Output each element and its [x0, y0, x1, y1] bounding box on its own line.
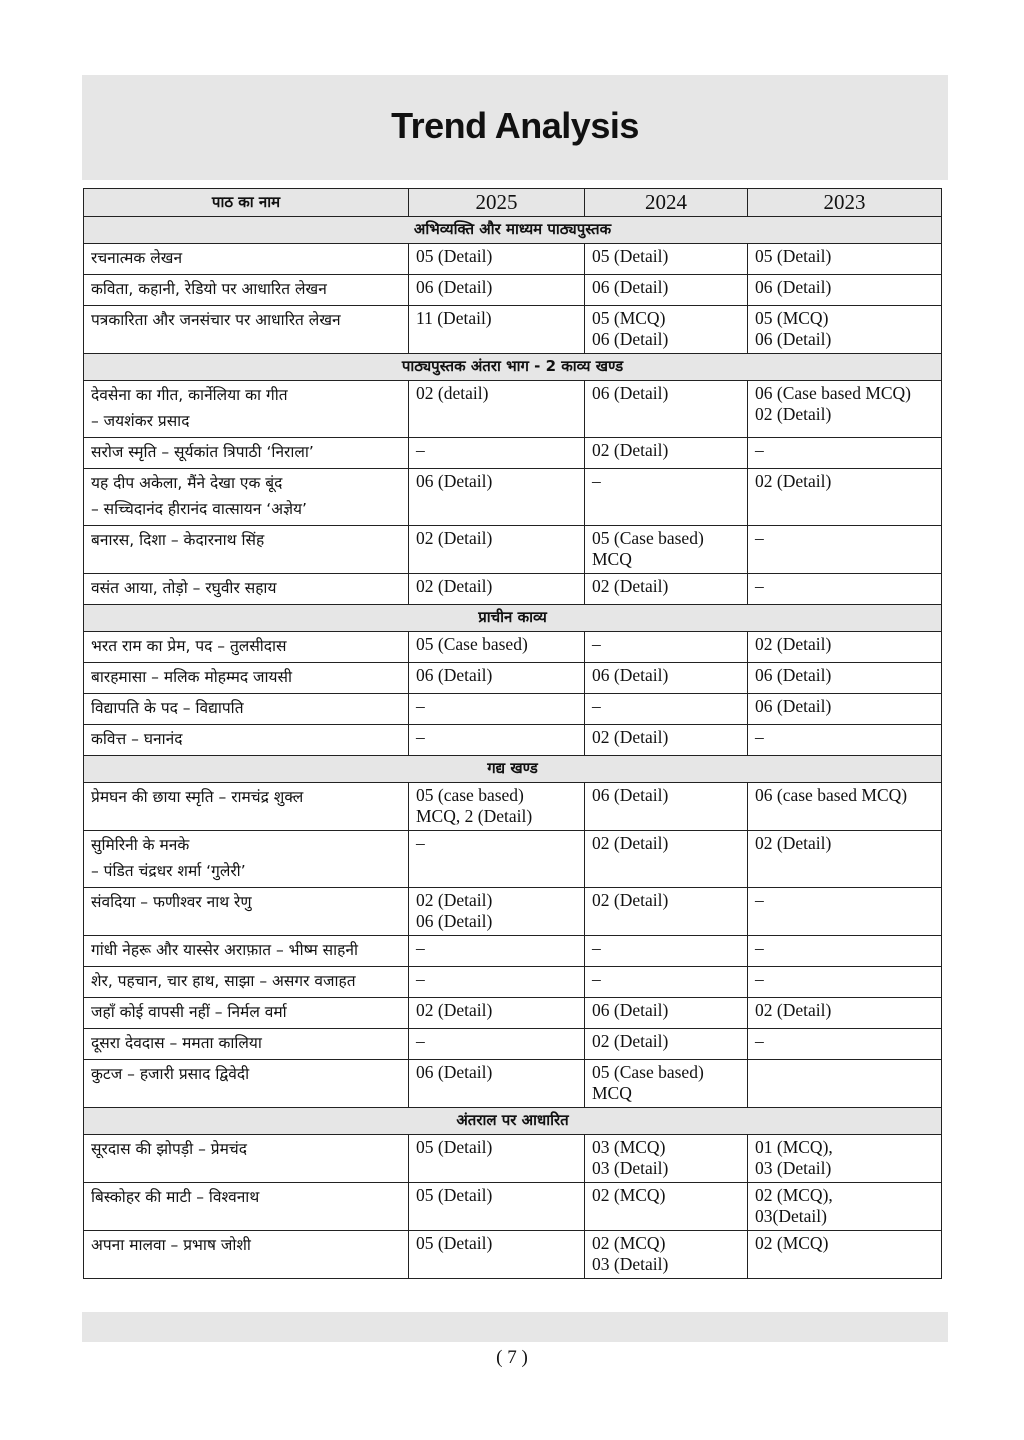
section-title: गद्य खण्ड — [84, 756, 942, 783]
cell-2023 — [748, 967, 942, 998]
question-info-line: 05 (Detail) — [416, 246, 493, 266]
question-info-line: 05 (MCQ) — [592, 308, 666, 328]
question-info-line: 02 (Detail) — [755, 634, 832, 654]
chapter-name-cell — [84, 469, 409, 526]
chapter-name-cell — [84, 1231, 409, 1279]
header-row — [84, 189, 942, 217]
cell-2023 — [748, 783, 942, 831]
cell-2023 — [748, 574, 942, 605]
question-info-line: – — [416, 696, 425, 716]
cell-2025 — [409, 526, 585, 574]
question-info-line: 02 (Detail) — [755, 471, 832, 491]
question-info-line: – — [755, 1031, 764, 1051]
chapter-name-line: पत्रकारिता और जनसंचार पर आधारित लेखन — [91, 311, 341, 329]
cell-2025 — [409, 244, 585, 275]
table-row — [84, 306, 942, 354]
section-title: पाठ्यपुस्तक अंतरा भाग - 2 काव्य खण्ड — [84, 354, 942, 381]
table-row — [84, 469, 942, 526]
cell-2023 — [748, 438, 942, 469]
cell-2025 — [409, 1135, 585, 1183]
chapter-name-cell — [84, 888, 409, 936]
cell-2024 — [585, 1231, 748, 1279]
bottom-band — [82, 1312, 948, 1342]
chapter-name-line: कुटज – हजारी प्रसाद द्विवेदी — [91, 1065, 250, 1083]
chapter-name-line: बारहमासा – मलिक मोहम्मद जायसी — [91, 668, 293, 686]
chapter-name-cell — [84, 306, 409, 354]
chapter-name-cell — [84, 1060, 409, 1108]
question-info-line: 06 (Detail) — [755, 277, 832, 297]
cell-2024 — [585, 381, 748, 438]
chapter-name-line: – सच्चिदानंद हीरानंद वात्सायन ‘अज्ञेय’ — [91, 500, 307, 518]
question-info-line: 03 (Detail) — [592, 1254, 669, 1274]
question-info-line: 02 (MCQ) — [592, 1185, 666, 1205]
table-row — [84, 888, 942, 936]
question-info-line: 06 (Detail) — [592, 665, 669, 685]
section-title: अंतराल पर आधारित — [84, 1108, 942, 1135]
table-row — [84, 694, 942, 725]
question-info-line: 05 (Case based) — [592, 1062, 704, 1082]
cell-2025 — [409, 1183, 585, 1231]
chapter-name-cell — [84, 1183, 409, 1231]
cell-2024 — [585, 244, 748, 275]
chapter-name-cell — [84, 831, 409, 888]
question-info-line: – — [592, 471, 601, 491]
cell-2024 — [585, 725, 748, 756]
table-row — [84, 998, 942, 1029]
section-row — [84, 354, 942, 381]
chapter-name-line: दूसरा देवदास – ममता कालिया — [91, 1034, 262, 1052]
question-info-line: 06 (Detail) — [755, 329, 832, 349]
table-row — [84, 1029, 942, 1060]
section-title: अभिव्यक्ति और माध्यम पाठ्यपुस्तक — [84, 217, 942, 244]
question-info-line: – — [755, 727, 764, 747]
chapter-name-line: कविता, कहानी, रेडियो पर आधारित लेखन — [91, 280, 327, 298]
cell-2023 — [748, 888, 942, 936]
question-info-line: – — [755, 969, 764, 989]
question-info-line: 05 (Detail) — [416, 1233, 493, 1253]
header-2024: 2024 — [585, 189, 748, 217]
question-info-line: – — [755, 576, 764, 596]
chapter-name-cell — [84, 725, 409, 756]
chapter-name-cell — [84, 526, 409, 574]
cell-2023 — [748, 1060, 942, 1108]
question-info-line: – — [755, 440, 764, 460]
question-info-line: 05 (Detail) — [416, 1185, 493, 1205]
question-info-line: – — [416, 1031, 425, 1051]
question-info-line: – — [592, 938, 601, 958]
question-info-line: 05 (case based) — [416, 785, 524, 805]
cell-2023 — [748, 1231, 942, 1279]
question-info-line: 02 (Detail) — [416, 576, 493, 596]
table-row — [84, 967, 942, 998]
table-row — [84, 381, 942, 438]
cell-2025 — [409, 1231, 585, 1279]
cell-2025 — [409, 783, 585, 831]
chapter-name-cell — [84, 438, 409, 469]
trend-table — [83, 188, 942, 1279]
question-info-line: 05 (Case based) — [416, 634, 528, 654]
question-info-line: – — [416, 440, 425, 460]
chapter-name-line: बनारस, दिशा – केदारनाथ सिंह — [91, 531, 265, 549]
chapter-name-line: विद्यापति के पद – विद्यापति — [91, 699, 244, 717]
cell-2025 — [409, 1029, 585, 1060]
cell-2024 — [585, 1029, 748, 1060]
question-info-line: 06 (Detail) — [592, 785, 669, 805]
cell-2025 — [409, 469, 585, 526]
chapter-name-line: शेर, पहचान, चार हाथ, साझा – असगर वजाहत — [91, 972, 356, 990]
cell-2023 — [748, 725, 942, 756]
question-info-line: 03 (Detail) — [592, 1158, 669, 1178]
chapter-name-line: भरत राम का प्रेम, पद – तुलसीदास — [91, 637, 287, 655]
chapter-name-cell — [84, 244, 409, 275]
cell-2025 — [409, 632, 585, 663]
question-info-line: MCQ, 2 (Detail) — [416, 806, 533, 826]
cell-2023 — [748, 306, 942, 354]
question-info-line: 02 (Detail) — [416, 528, 493, 548]
cell-2023 — [748, 998, 942, 1029]
title-band — [82, 75, 948, 180]
question-info-line: 02 (Detail) — [755, 833, 832, 853]
question-info-line: 06 (Detail) — [592, 383, 669, 403]
question-info-line: 02 (detail) — [416, 383, 489, 403]
question-info-line: – — [592, 634, 601, 654]
chapter-name-line: संवदिया – फणीश्वर नाथ रेणु — [91, 893, 252, 911]
cell-2025 — [409, 1060, 585, 1108]
cell-2025 — [409, 381, 585, 438]
cell-2024 — [585, 663, 748, 694]
cell-2024 — [585, 967, 748, 998]
cell-2024 — [585, 783, 748, 831]
question-info-line: 06 (Detail) — [592, 329, 669, 349]
chapter-name-line: जहाँ कोई वापसी नहीं – निर्मल वर्मा — [91, 1003, 287, 1021]
question-info-line: 02 (MCQ) — [592, 1233, 666, 1253]
table-row — [84, 526, 942, 574]
question-info-line: – — [755, 938, 764, 958]
cell-2024 — [585, 275, 748, 306]
cell-2023 — [748, 1029, 942, 1060]
question-info-line: – — [592, 969, 601, 989]
cell-2025 — [409, 725, 585, 756]
cell-2023 — [748, 694, 942, 725]
cell-2024 — [585, 574, 748, 605]
cell-2024 — [585, 469, 748, 526]
question-info-line: 06 (Detail) — [416, 471, 493, 491]
question-info-line: 02 (Detail) — [416, 1000, 493, 1020]
chapter-name-cell — [84, 1135, 409, 1183]
question-info-line: 05 (Case based) — [592, 528, 704, 548]
table-row — [84, 663, 942, 694]
chapter-name-line: रचनात्मक लेखन — [91, 249, 183, 267]
question-info-line: 06 (Detail) — [755, 665, 832, 685]
table-row — [84, 831, 942, 888]
table-row — [84, 438, 942, 469]
cell-2024 — [585, 888, 748, 936]
cell-2025 — [409, 998, 585, 1029]
question-info-line: 02 (Detail) — [592, 1031, 669, 1051]
question-info-line: 06 (Detail) — [416, 1062, 493, 1082]
chapter-name-line: – पंडित चंद्रधर शर्मा ‘गुलेरी’ — [91, 862, 246, 880]
cell-2023 — [748, 469, 942, 526]
question-info-line: 05 (Detail) — [416, 1137, 493, 1157]
cell-2023 — [748, 936, 942, 967]
cell-2024 — [585, 526, 748, 574]
cell-2025 — [409, 831, 585, 888]
chapter-name-cell — [84, 381, 409, 438]
cell-2023 — [748, 663, 942, 694]
cell-2025 — [409, 888, 585, 936]
header-2025: 2025 — [409, 189, 585, 217]
cell-2025 — [409, 663, 585, 694]
question-info-line: 06 (Case based MCQ) — [755, 383, 912, 403]
chapter-name-line: यह दीप अकेला, मैंने देखा एक बूंद — [91, 474, 283, 492]
table-row — [84, 244, 942, 275]
section-title: प्राचीन काव्य — [84, 605, 942, 632]
page-title: Trend Analysis — [391, 105, 639, 146]
cell-2023 — [748, 244, 942, 275]
question-info-line: 02 (Detail) — [592, 576, 669, 596]
table-row — [84, 936, 942, 967]
header-name: पाठ का नाम — [84, 189, 409, 217]
cell-2025 — [409, 438, 585, 469]
table-row — [84, 783, 942, 831]
question-info-line: 06 (Detail) — [416, 665, 493, 685]
chapter-name-line: वसंत आया, तोड़ो – रघुवीर सहाय — [91, 579, 277, 597]
cell-2024 — [585, 1060, 748, 1108]
question-info-line: – — [592, 696, 601, 716]
question-info-line: 05 (MCQ) — [755, 308, 829, 328]
question-info-line: 06 (Detail) — [416, 911, 493, 931]
question-info-line: 05 (Detail) — [755, 246, 832, 266]
table-row — [84, 1183, 942, 1231]
question-info-line: – — [416, 727, 425, 747]
question-info-line: 11 (Detail) — [416, 308, 492, 328]
chapter-name-cell — [84, 998, 409, 1029]
cell-2025 — [409, 967, 585, 998]
chapter-name-line: प्रेमघन की छाया स्मृति – रामचंद्र शुक्ल — [91, 788, 304, 806]
chapter-name-line: सूरदास की झोपड़ी – प्रेमचंद — [91, 1140, 247, 1158]
question-info-line: – — [755, 528, 764, 548]
cell-2024 — [585, 306, 748, 354]
question-info-line: MCQ — [592, 1083, 632, 1103]
cell-2025 — [409, 306, 585, 354]
question-info-line: 05 (Detail) — [592, 246, 669, 266]
question-info-line: 03(Detail) — [755, 1206, 827, 1226]
question-info-line: – — [755, 890, 764, 910]
chapter-name-cell — [84, 967, 409, 998]
question-info-line: 06 (Detail) — [755, 696, 832, 716]
cell-2023 — [748, 275, 942, 306]
cell-2023 — [748, 632, 942, 663]
table-row — [84, 632, 942, 663]
chapter-name-line: – जयशंकर प्रसाद — [91, 412, 190, 430]
question-info-line: – — [416, 969, 425, 989]
cell-2025 — [409, 936, 585, 967]
section-row — [84, 756, 942, 783]
cell-2024 — [585, 936, 748, 967]
question-info-line: 02 (Detail) — [592, 440, 669, 460]
question-info-line: 06 (Detail) — [416, 277, 493, 297]
question-info-line: 02 (Detail) — [592, 727, 669, 747]
cell-2024 — [585, 632, 748, 663]
chapter-name-line: देवसेना का गीत, कार्नेलिया का गीत — [91, 386, 288, 404]
cell-2023 — [748, 831, 942, 888]
cell-2023 — [748, 1183, 942, 1231]
chapter-name-cell — [84, 275, 409, 306]
cell-2025 — [409, 694, 585, 725]
question-info-line: 02 (Detail) — [755, 404, 832, 424]
chapter-name-cell — [84, 1029, 409, 1060]
cell-2023 — [748, 381, 942, 438]
chapter-name-line: बिस्कोहर की माटी – विश्वनाथ — [91, 1188, 260, 1206]
header-2023: 2023 — [748, 189, 942, 217]
page-number: ( 7 ) — [496, 1347, 528, 1368]
chapter-name-cell — [84, 574, 409, 605]
table-row — [84, 574, 942, 605]
question-info-line: 02 (Detail) — [416, 890, 493, 910]
table-row — [84, 725, 942, 756]
chapter-name-cell — [84, 936, 409, 967]
table-row — [84, 275, 942, 306]
chapter-name-cell — [84, 783, 409, 831]
question-info-line: 02 (Detail) — [592, 890, 669, 910]
cell-2024 — [585, 438, 748, 469]
section-row — [84, 1108, 942, 1135]
chapter-name-line: सरोज स्मृति – सूर्यकांत त्रिपाठी ‘निराला’ — [91, 443, 314, 461]
question-info-line: – — [416, 833, 425, 853]
table-row — [84, 1135, 942, 1183]
question-info-line: 02 (MCQ) — [755, 1233, 829, 1253]
cell-2023 — [748, 526, 942, 574]
cell-2024 — [585, 831, 748, 888]
chapter-name-line: अपना मालवा – प्रभाष जोशी — [91, 1236, 251, 1254]
cell-2023 — [748, 1135, 942, 1183]
section-row — [84, 217, 942, 244]
question-info-line: 02 (Detail) — [592, 833, 669, 853]
cell-2025 — [409, 275, 585, 306]
table-row — [84, 1231, 942, 1279]
chapter-name-cell — [84, 663, 409, 694]
cell-2024 — [585, 998, 748, 1029]
question-info-line: 03 (Detail) — [755, 1158, 832, 1178]
chapter-name-cell — [84, 694, 409, 725]
question-info-line: 06 (case based MCQ) — [755, 785, 908, 805]
question-info-line: 02 (Detail) — [755, 1000, 832, 1020]
question-info-line: 06 (Detail) — [592, 277, 669, 297]
chapter-name-line: सुमिरिनी के मनके — [91, 836, 190, 854]
cell-2024 — [585, 1135, 748, 1183]
table-row — [84, 1060, 942, 1108]
question-info-line: MCQ — [592, 549, 632, 569]
chapter-name-line: कवित्त – घनानंद — [91, 730, 183, 748]
question-info-line: 02 (MCQ), — [755, 1185, 833, 1205]
section-row — [84, 605, 942, 632]
question-info-line: 06 (Detail) — [592, 1000, 669, 1020]
question-info-line: 01 (MCQ), — [755, 1137, 833, 1157]
cell-2024 — [585, 1183, 748, 1231]
question-info-line: – — [416, 938, 425, 958]
chapter-name-cell — [84, 632, 409, 663]
cell-2024 — [585, 694, 748, 725]
chapter-name-line: गांधी नेहरू और यास्सेर अराफ़ात – भीष्म साहनी — [91, 941, 359, 959]
trend-table-body — [84, 217, 942, 1279]
question-info-line: 03 (MCQ) — [592, 1137, 666, 1157]
cell-2025 — [409, 574, 585, 605]
